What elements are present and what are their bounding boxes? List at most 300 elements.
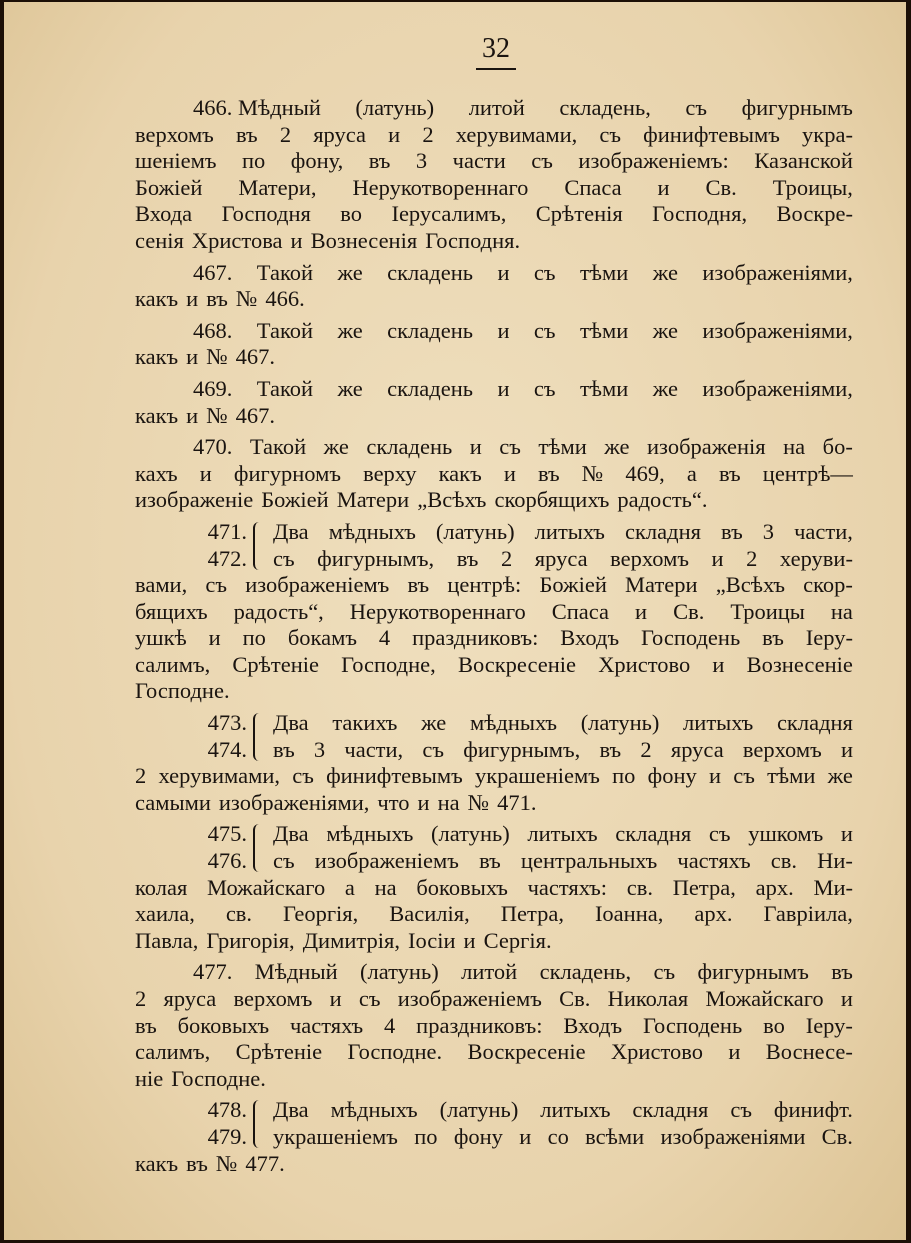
text-line — [135, 763, 853, 790]
word: и — [497, 259, 510, 285]
word: Христова — [191, 227, 283, 253]
text-line — [273, 737, 853, 764]
word: украшеніемъ — [273, 1123, 398, 1149]
word: частяхъ — [289, 1012, 364, 1038]
word: 477. — [193, 959, 233, 985]
word: верхомъ — [742, 736, 822, 762]
word: съ — [273, 848, 295, 874]
word: тѣми — [579, 317, 629, 343]
word: въ — [135, 1012, 157, 1038]
word: Іеру- — [805, 625, 853, 651]
text-line — [135, 928, 853, 955]
word: мѣдныхъ — [469, 710, 558, 736]
word: Два — [273, 1097, 309, 1123]
word: и — [635, 598, 648, 624]
word: и — [840, 986, 853, 1011]
word: верху — [363, 460, 417, 486]
word: 2 — [135, 763, 147, 789]
entry-466 — [135, 95, 853, 255]
word: съ — [708, 821, 731, 847]
word: Божіей — [539, 572, 607, 598]
word: и — [497, 317, 510, 343]
word: Спаса — [551, 598, 610, 624]
word: изображеніемъ: — [578, 148, 729, 174]
word: же — [652, 317, 678, 343]
word: и — [708, 763, 722, 789]
word: Воскре- — [776, 201, 853, 227]
word: (латунь) — [439, 1097, 519, 1123]
word: яруса — [313, 121, 367, 147]
word: въ — [186, 1150, 208, 1176]
word: а — [344, 874, 355, 900]
word: литыхъ — [683, 710, 754, 736]
word: Петра, — [672, 874, 736, 900]
word: же — [337, 317, 363, 343]
word: въ — [831, 959, 853, 985]
word: Господень — [643, 1012, 743, 1038]
word: мѣдныхъ — [328, 518, 416, 544]
word: съ — [358, 986, 381, 1011]
text-line — [135, 95, 853, 122]
word: Можайскаго — [207, 874, 326, 900]
word: и — [712, 651, 725, 677]
word: Христово — [598, 651, 691, 677]
word: по — [612, 763, 636, 789]
entry-478-479 — [135, 1097, 853, 1177]
text-line — [135, 572, 853, 599]
word: 469. — [193, 375, 233, 401]
paired-entry-continuation — [135, 1151, 853, 1178]
text-line — [273, 1124, 853, 1151]
word: Троицы — [730, 598, 805, 624]
word: съ — [599, 121, 622, 147]
word: и — [463, 927, 476, 953]
word: въ — [368, 148, 391, 174]
word: вами, — [135, 572, 188, 598]
word: изображеніемъ — [397, 986, 542, 1011]
word: изображеніями, — [702, 375, 853, 401]
entry-numbers — [135, 1097, 253, 1150]
word: Матери, — [238, 174, 317, 200]
word: изображенія — [647, 434, 766, 460]
word: укра- — [802, 121, 853, 147]
word: же — [827, 763, 853, 789]
word: салимъ, — [135, 1039, 211, 1065]
word: финифтевымъ — [326, 763, 463, 789]
word: св. — [770, 848, 797, 874]
entry-number: 472. — [207, 545, 247, 571]
word: Нерукотвореннаго — [349, 598, 526, 624]
text-line — [135, 403, 853, 430]
word: складень — [387, 259, 474, 285]
word: 468. — [193, 317, 233, 343]
word: Димитрія, — [302, 927, 400, 953]
entry-numbers — [135, 710, 253, 763]
word: № — [206, 344, 228, 370]
paired-entry-lines — [273, 710, 853, 763]
word: Мѣдный — [254, 959, 338, 985]
text-line — [273, 710, 853, 737]
paired-entry — [135, 1097, 853, 1177]
word: и — [840, 736, 853, 762]
word: фигурнымъ — [697, 959, 809, 985]
word: Гавріила, — [763, 901, 853, 927]
word: съ — [273, 545, 295, 571]
word: Господне. — [171, 1065, 266, 1091]
text-line — [135, 1151, 853, 1178]
word: въ — [718, 460, 741, 486]
word: бокамъ — [287, 625, 357, 651]
page-number: 32 — [476, 32, 516, 70]
word: „Всѣхъ — [715, 572, 785, 598]
word: Господня, — [652, 201, 748, 227]
word: же — [421, 710, 447, 736]
word: кахъ — [135, 460, 178, 486]
paired-entry — [135, 821, 853, 954]
word: Можайскаго — [705, 986, 824, 1011]
paired-entry-continuation — [135, 572, 853, 705]
word: части, — [344, 736, 404, 762]
word: (латунь) — [435, 518, 515, 544]
word: какъ — [135, 402, 179, 428]
word: Господне. — [135, 678, 230, 704]
word: во — [340, 201, 363, 227]
word: праздниковъ: — [416, 1012, 543, 1038]
word: такихъ — [332, 710, 398, 736]
text-line — [135, 599, 853, 626]
word: Николая — [607, 986, 689, 1011]
word: въ — [456, 545, 479, 571]
word: Казанской — [754, 148, 853, 174]
word: шеніемъ — [135, 148, 217, 174]
word: 4 — [384, 1012, 396, 1038]
word: складня — [624, 518, 701, 544]
word: (латунь) — [355, 95, 435, 120]
word: Матери — [336, 487, 410, 513]
word: Срѣтеніе — [232, 651, 319, 677]
word: и — [186, 402, 199, 428]
paired-entry-lines — [273, 1097, 853, 1150]
word: въ — [479, 848, 501, 874]
word: по — [414, 1123, 438, 1149]
word: изображеніемъ — [314, 848, 459, 874]
word: Іосіи — [407, 927, 456, 953]
word: херувимами, — [455, 121, 578, 147]
word: складень — [387, 375, 474, 401]
word: части, — [794, 518, 853, 544]
word: Господне, — [341, 651, 436, 677]
word: 4 — [378, 625, 391, 651]
word: какъ — [135, 344, 179, 370]
word: и — [290, 227, 303, 253]
word: Ни- — [817, 848, 853, 874]
word: Господня. — [425, 227, 521, 253]
word: по — [242, 625, 266, 651]
word: верхомъ — [610, 545, 689, 571]
word: Такой — [256, 259, 314, 285]
text-line — [135, 790, 853, 817]
word: Георгія, — [283, 901, 359, 927]
word: центральныхъ — [520, 848, 658, 874]
entry-number: 478. — [207, 1097, 247, 1123]
word: и — [186, 344, 199, 370]
word: въ — [762, 625, 784, 651]
brace-mark — [253, 824, 267, 872]
word: фону, — [290, 148, 344, 174]
paired-entry-head — [135, 519, 853, 572]
word: Входа — [135, 201, 193, 227]
word: съ — [533, 259, 556, 285]
entry-number: 473. — [207, 710, 247, 736]
brace-mark — [253, 1100, 267, 1148]
word: Воскресеніе — [467, 1039, 586, 1065]
word: Св. — [673, 598, 705, 624]
word: Входъ — [560, 625, 620, 651]
word: 2 — [746, 545, 758, 571]
text-line — [135, 434, 853, 461]
text-line — [135, 1013, 853, 1040]
word: украшеніемъ — [475, 763, 600, 789]
word: и — [497, 375, 510, 401]
word: Два — [273, 821, 309, 847]
paired-entry — [135, 710, 853, 816]
word: изображеніями, — [702, 259, 853, 285]
word: арх. — [694, 901, 733, 927]
word: съ — [422, 736, 445, 762]
text-line — [273, 1097, 853, 1124]
text-line — [135, 1066, 853, 1093]
word: скор- — [803, 572, 853, 598]
word: Господне. — [347, 1039, 443, 1065]
word: литыхъ — [540, 1097, 611, 1123]
word: 2 — [422, 121, 434, 147]
word: изображеніемъ — [245, 572, 390, 598]
word: какъ — [135, 286, 179, 312]
word: складень, — [559, 95, 651, 120]
word: (латунь) — [360, 959, 439, 985]
word: Вознесенія — [310, 227, 418, 253]
word: фону — [453, 1123, 503, 1149]
word: Іеру- — [805, 1012, 853, 1038]
word: 477. — [245, 1150, 285, 1176]
word: изображеніями, — [702, 317, 853, 343]
paired-entry-continuation — [135, 875, 853, 955]
entry-numbers — [135, 519, 253, 572]
word: на — [783, 434, 806, 460]
word: во — [763, 1012, 785, 1038]
entry-470 — [135, 434, 853, 514]
word: и — [199, 460, 212, 486]
word: Господня — [221, 201, 311, 227]
word: въ — [235, 121, 258, 147]
word: Господень — [641, 625, 741, 651]
word: № — [581, 460, 604, 486]
text-line — [135, 875, 853, 902]
word: литыхъ — [534, 518, 605, 544]
word: и — [388, 121, 401, 147]
word: колая — [135, 874, 188, 900]
word: по — [241, 148, 266, 174]
word: мѣдныхъ — [330, 1097, 418, 1123]
word: фону — [647, 763, 697, 789]
word: изображеніе — [135, 487, 254, 513]
word: съ — [685, 95, 708, 120]
word: самыми — [135, 789, 211, 815]
word: и — [840, 821, 853, 847]
text-line — [273, 519, 853, 546]
text-line — [135, 959, 853, 986]
entry-number: 475. — [207, 821, 247, 847]
word: на — [374, 874, 397, 900]
word: ніе — [135, 1065, 164, 1091]
word: Троицы, — [772, 174, 853, 200]
word: Божіей — [135, 174, 203, 200]
text-line — [135, 175, 853, 202]
word: и — [519, 1123, 532, 1149]
word: тѣми — [579, 375, 629, 401]
word: какъ — [135, 1150, 179, 1176]
word: и — [657, 174, 670, 200]
word: Два — [273, 518, 309, 544]
word: 471. — [497, 789, 537, 815]
text-line — [135, 286, 853, 313]
text-line — [135, 678, 853, 705]
word: и — [329, 986, 342, 1011]
word: 467. — [235, 344, 276, 370]
word: мѣдныхъ — [326, 821, 414, 847]
entry-469 — [135, 376, 853, 429]
word: складня — [632, 1097, 709, 1123]
word: Срѣтеніе — [235, 1039, 323, 1065]
word: 2 — [135, 986, 147, 1011]
word: Вознесеніе — [746, 651, 853, 677]
word: 470. — [193, 434, 233, 460]
word: верхомъ — [233, 986, 313, 1011]
word: св. — [225, 901, 253, 927]
paired-entry-head — [135, 821, 853, 874]
text-line — [273, 546, 853, 573]
word: фигурномъ — [233, 460, 341, 486]
text-line — [135, 901, 853, 928]
text-line — [135, 318, 853, 345]
word: финифтевымъ — [643, 121, 780, 147]
word: какъ — [438, 460, 482, 486]
word: Ми- — [813, 874, 853, 900]
entry-numbers — [135, 821, 253, 874]
brace-mark — [253, 713, 267, 761]
word: центрѣ— — [762, 460, 853, 486]
entry-468 — [135, 318, 853, 371]
word: тѣми — [767, 763, 816, 789]
text-line — [135, 625, 853, 652]
entry-number: 479. — [207, 1123, 247, 1149]
word: херувимами, — [158, 763, 280, 789]
word: со — [547, 1123, 569, 1149]
entry-467 — [135, 260, 853, 313]
word: бящихъ — [135, 598, 208, 624]
word: Такой — [249, 434, 307, 460]
word: херуви- — [779, 545, 853, 571]
word: боковыхъ — [416, 874, 508, 900]
word: въ — [206, 286, 228, 312]
word: и — [469, 434, 482, 460]
word: всѣми — [585, 1123, 645, 1149]
word: съ — [533, 317, 556, 343]
word: же — [652, 375, 678, 401]
word: въ — [273, 736, 295, 762]
word: яруса — [670, 736, 724, 762]
word: частяхъ: — [527, 874, 608, 900]
word: Входъ — [563, 1012, 623, 1038]
text-line — [135, 260, 853, 287]
word: Христово — [610, 1039, 703, 1065]
word: и — [186, 286, 199, 312]
word: Петра, — [500, 901, 564, 927]
entry-number: 471. — [207, 518, 247, 544]
word: и — [503, 460, 516, 486]
word: финифт. — [773, 1097, 853, 1123]
word: св. — [626, 874, 653, 900]
word: 466. — [265, 286, 305, 312]
word: Василія, — [389, 901, 470, 927]
word: же — [652, 259, 678, 285]
word: Св. — [821, 1123, 853, 1149]
word: въ — [407, 572, 430, 598]
word: Воснесе- — [765, 1039, 853, 1065]
page-body — [135, 95, 853, 1182]
word: Спаса — [564, 174, 622, 200]
word: салимъ, — [135, 651, 211, 677]
word: яруса — [534, 545, 588, 571]
paired-entry-head — [135, 710, 853, 763]
word: Такой — [256, 375, 314, 401]
word: съ — [733, 763, 755, 789]
word: изображеніями, — [218, 789, 370, 815]
text-line — [135, 1039, 853, 1066]
paired-entry-head — [135, 1097, 853, 1150]
word: 2 — [640, 736, 652, 762]
word: на — [437, 789, 460, 815]
word: (латунь) — [431, 821, 510, 847]
word: Іоанна, — [594, 901, 664, 927]
word: 466. Мѣдный — [193, 95, 321, 120]
word: сенія — [135, 227, 184, 253]
word: 2 — [279, 121, 292, 147]
text-line — [273, 821, 853, 848]
word: арх. — [755, 874, 794, 900]
word: „Всѣхъ — [417, 487, 487, 513]
paired-entry-lines — [273, 821, 853, 874]
word: складень — [366, 434, 453, 460]
entry-number: 474. — [207, 736, 247, 762]
word: съ — [533, 375, 556, 401]
word: Срѣтенія — [535, 201, 623, 227]
word: литыхъ — [527, 821, 598, 847]
word: 3 — [762, 518, 775, 544]
word: Сергія. — [483, 927, 552, 953]
word: литой — [461, 959, 518, 985]
word: складень — [387, 317, 474, 343]
word: фигурнымъ, — [463, 736, 581, 762]
word: Іерусалимъ, — [391, 201, 507, 227]
paired-entry-lines — [273, 519, 853, 572]
word: же — [337, 375, 363, 401]
word: хаила, — [135, 901, 195, 927]
word: фигурнымъ, — [317, 545, 435, 571]
paired-entry-continuation — [135, 763, 853, 816]
text-line — [135, 461, 853, 488]
text-line — [135, 487, 853, 514]
